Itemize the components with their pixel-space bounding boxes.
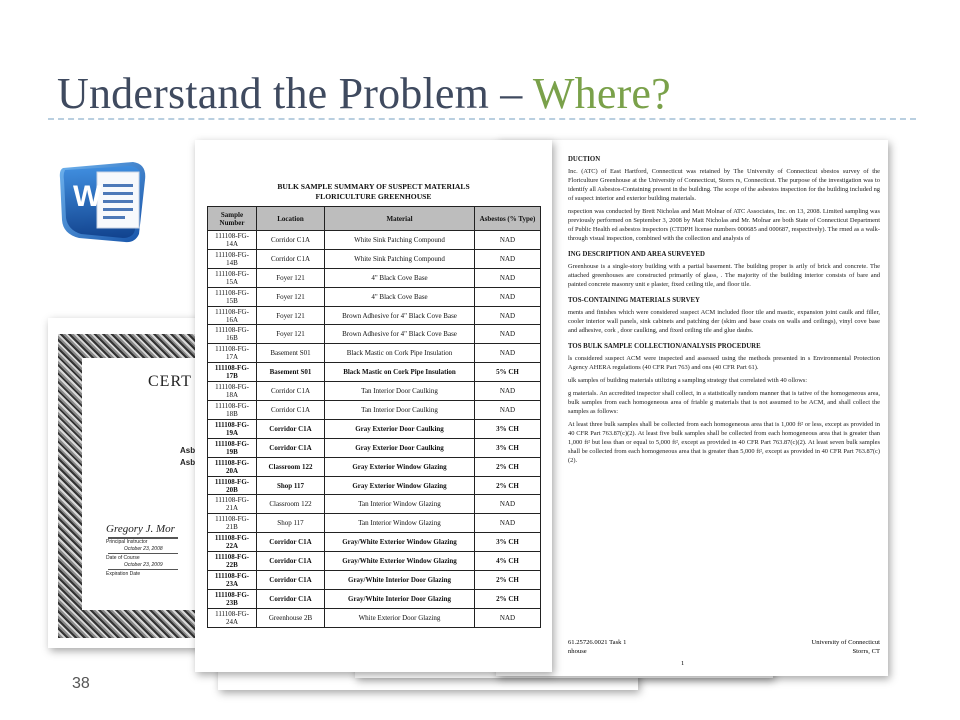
cell-asbestos: NAD: [475, 401, 541, 420]
bulk-sample-table: [207, 206, 541, 628]
certificate-signature: Gregory J. Mor: [106, 523, 175, 535]
footer-building: nhouse: [568, 648, 587, 655]
cell-material: Gray/White Exterior Window Glazing: [325, 533, 475, 552]
cell-location: Shop 117: [257, 514, 325, 533]
cell-location: Classroom 122: [257, 495, 325, 514]
report-paragraph: At least three bulk samples shall be collected from each homogeneous area that is 1,000 ft² or less, except as provided in 40 CFR Part 763.87(c)(2). At least five bulk samples shall be collected from each homogeneous area that is greater than 1,000 ft² but less than or equal to 5,000 ft², except as provided in 40 CFR Part 763.87(c)(2). At least seven bulk samples shall be collected from each homogeneous area that is greater than 5,000 ft², except as provided in 40 CFR Part 763.87(c)(2).: [568, 421, 880, 464]
cell-asbestos: 3% CH: [475, 438, 541, 457]
cell-asbestos: NAD: [475, 344, 541, 363]
cell-asbestos: 2% CH: [475, 457, 541, 476]
slide-title: [57, 68, 671, 119]
cell-material: Black Mastic on Cork Pipe Insulation: [325, 344, 475, 363]
table-row: [208, 476, 541, 495]
cell-material: Gray Exterior Window Glazing: [325, 476, 475, 495]
cell-asbestos: NAD: [475, 495, 541, 514]
cell-location: Corridor C1A: [257, 231, 325, 250]
cell-sample-number: 111108-FG-19A: [208, 419, 257, 438]
report-paragraph: ments and finishes which were considered suspect ACM included floor tile and mastic, expansion joint caulk and filler, cooler interior wall panels, sink cabinets and patching der (skim and base coats on walls and ceilings), vinyl cove base and adhesive, cork , door caulking, and fixed ceiling tile and glue daubs.: [568, 309, 880, 334]
title-main: Understand the Problem –: [57, 69, 533, 118]
cell-asbestos: NAD: [475, 231, 541, 250]
cell-material: Tan Interior Door Caulking: [325, 401, 475, 420]
cell-sample-number: 111108-FG-22A: [208, 533, 257, 552]
course-date-line: [108, 553, 178, 554]
table-row: [208, 571, 541, 590]
cell-sample-number: 111108-FG-21A: [208, 495, 257, 514]
cell-sample-number: 111108-FG-15A: [208, 268, 257, 287]
cell-asbestos: 5% CH: [475, 363, 541, 382]
table-row: [208, 608, 541, 627]
cell-sample-number: 111108-FG-24A: [208, 608, 257, 627]
footer-location: Storrs, CT: [852, 648, 880, 655]
table-row: [208, 306, 541, 325]
cell-material: Gray Exterior Window Glazing: [325, 457, 475, 476]
cell-sample-number: 111108-FG-17A: [208, 344, 257, 363]
cell-location: Corridor C1A: [257, 533, 325, 552]
cell-asbestos: 3% CH: [475, 533, 541, 552]
cell-material: Gray/White Exterior Window Glazing: [325, 552, 475, 571]
expiration-date-line: [108, 569, 178, 570]
report-content: [496, 140, 888, 676]
cell-material: Brown Adhesive for 4" Black Cove Base: [325, 306, 475, 325]
cell-sample-number: 111108-FG-14B: [208, 249, 257, 268]
expiration-date: October 23, 2009: [124, 562, 163, 568]
cell-material: Tan Interior Door Caulking: [325, 382, 475, 401]
table-document-title: [195, 182, 552, 202]
cell-material: Tan Interior Window Glazing: [325, 514, 475, 533]
title-divider: [48, 118, 916, 120]
cell-asbestos: 2% CH: [475, 476, 541, 495]
report-page-number: 1: [681, 660, 685, 667]
report-paragraph: Inc. (ATC) of East Hartford, Connecticut was retained by The University of Connecticut sbestos survey of the Floriculture Greenhouse at the University of Connecticut, Storrs rs, Connecticut. The purpose of the investigation was to identify all Asbestos-Containing present in the building. The scope of the asbestos inspection for the building included ng of suspect interior and exterior building materials.: [568, 168, 880, 202]
report-document: [496, 140, 888, 676]
table-title-line-1: BULK SAMPLE SUMMARY OF SUSPECT MATERIALS: [277, 182, 470, 191]
cell-material: White Sink Patching Compound: [325, 249, 475, 268]
section-heading: TOS-CONTAINING MATERIALS SURVEY: [568, 297, 700, 304]
column-header-asbestos: Asbestos (% Type): [475, 207, 541, 231]
cell-sample-number: 111108-FG-20A: [208, 457, 257, 476]
cell-location: Foyer 121: [257, 268, 325, 287]
title-accent: Where?: [532, 69, 671, 118]
certificate-line-1: Asb: [180, 446, 196, 455]
course-date: October 23, 2008: [124, 546, 163, 552]
cell-asbestos: NAD: [475, 287, 541, 306]
table-title-line-2: FLORICULTURE GREENHOUSE: [315, 192, 432, 201]
cell-sample-number: 111108-FG-22B: [208, 552, 257, 571]
report-paragraph: nspection was conducted by Brett Nicholas and Matt Molnar of ATC Associates, Inc. on 13, 2008. Limited sampling was previously performed on September 3, 2008 by Matt Nicholas and Mr. Molnar are both State of Connecticut Department of Public Health ed asbestos inspectors (CTDPH license numbers 000685 and 000687, respectively). The rmed as a walk-through visual inspection, combined with the collection and analysis of: [568, 208, 880, 242]
cell-location: Corridor C1A: [257, 571, 325, 590]
report-paragraph: ulk samples of building materials utilizing a sampling strategy that correlated with 40 ollows:: [568, 377, 808, 384]
cell-material: Gray Exterior Door Caulking: [325, 438, 475, 457]
cell-location: Corridor C1A: [257, 438, 325, 457]
cell-sample-number: 111108-FG-16A: [208, 306, 257, 325]
cell-sample-number: 111108-FG-23A: [208, 571, 257, 590]
word-document-icon: [55, 150, 155, 245]
cell-sample-number: 111108-FG-16B: [208, 325, 257, 344]
cell-location: Corridor C1A: [257, 401, 325, 420]
report-footer: [568, 638, 880, 656]
footer-client: University of Connecticut: [811, 639, 880, 646]
table-row: [208, 287, 541, 306]
table-row: [208, 249, 541, 268]
cell-asbestos: NAD: [475, 608, 541, 627]
cell-location: Foyer 121: [257, 325, 325, 344]
cell-sample-number: 111108-FG-19B: [208, 438, 257, 457]
cell-material: Gray Exterior Door Caulking: [325, 419, 475, 438]
cell-location: Corridor C1A: [257, 552, 325, 571]
cell-location: Greenhouse 2B: [257, 608, 325, 627]
table-row: [208, 552, 541, 571]
cell-asbestos: NAD: [475, 306, 541, 325]
cell-material: 4" Black Cove Base: [325, 287, 475, 306]
table-row: [208, 363, 541, 382]
cell-location: Corridor C1A: [257, 589, 325, 608]
cell-sample-number: 111108-FG-14A: [208, 231, 257, 250]
cell-location: Corridor C1A: [257, 382, 325, 401]
cell-material: Gray/White Interior Door Glazing: [325, 589, 475, 608]
cell-location: Shop 117: [257, 476, 325, 495]
cell-location: Corridor C1A: [257, 249, 325, 268]
table-row: [208, 438, 541, 457]
slide-number: 38: [72, 675, 90, 692]
cell-material: Tan Interior Window Glazing: [325, 495, 475, 514]
cell-sample-number: 111108-FG-17B: [208, 363, 257, 382]
cell-sample-number: 111108-FG-18B: [208, 401, 257, 420]
column-header-sample-number: Sample Number: [208, 207, 257, 231]
cell-asbestos: NAD: [475, 268, 541, 287]
section-heading: TOS BULK SAMPLE COLLECTION/ANALYSIS PROCEDURE: [568, 343, 761, 350]
expiration-date-label: Expiration Date: [106, 571, 141, 577]
table-row: [208, 401, 541, 420]
table-row: [208, 382, 541, 401]
report-paragraph: g materials. An accredited inspector shall collect, in a statistically random manner that is tative of the homogeneous area, bulk samples from each homogeneous area of friable g materials that is not assumed to be ACM, and shall collect the samples as follows:: [568, 390, 880, 415]
cell-asbestos: 4% CH: [475, 552, 541, 571]
table-row: [208, 589, 541, 608]
certificate-line-2: Asb: [180, 458, 196, 467]
table-row: [208, 533, 541, 552]
cell-asbestos: 2% CH: [475, 571, 541, 590]
cell-location: Corridor C1A: [257, 419, 325, 438]
cell-sample-number: 111108-FG-21B: [208, 514, 257, 533]
table-row: [208, 419, 541, 438]
table-header-row: [208, 207, 541, 231]
cell-material: Black Mastic on Cork Pipe Insulation: [325, 363, 475, 382]
cell-sample-number: 111108-FG-20B: [208, 476, 257, 495]
cell-sample-number: 111108-FG-23B: [208, 589, 257, 608]
cell-material: Gray/White Interior Door Glazing: [325, 571, 475, 590]
table-row: [208, 268, 541, 287]
cell-material: White Sink Patching Compound: [325, 231, 475, 250]
signature-label: Principal Instructor: [106, 539, 148, 545]
cell-sample-number: 111108-FG-18A: [208, 382, 257, 401]
cell-material: White Exterior Door Glazing: [325, 608, 475, 627]
table-row: [208, 231, 541, 250]
report-paragraph: Greenhouse is a single-story building with a partial basement. The building proper is arily of brick and concrete. The attached greenhouses are constructed primarily of glass, . The majority of the building interior consists of bare and painted concrete masonry unit e plaster, fixed ceiling tile, and floor tile.: [568, 263, 880, 288]
table-row: [208, 495, 541, 514]
course-date-label: Date of Course: [106, 555, 140, 561]
cell-material: 4" Black Cove Base: [325, 268, 475, 287]
cell-asbestos: NAD: [475, 249, 541, 268]
cell-location: Foyer 121: [257, 306, 325, 325]
cell-asbestos: NAD: [475, 325, 541, 344]
cell-asbestos: 3% CH: [475, 419, 541, 438]
table-row: [208, 514, 541, 533]
report-paragraph: ls considered suspect ACM were inspected and assessed using the methods presented in s Environmental Protection Agency AHERA regulations (40 CFR Part 763) and ons (40 CFR Part 61).: [568, 355, 880, 371]
cell-location: Basement S01: [257, 344, 325, 363]
table-row: [208, 344, 541, 363]
column-header-location: Location: [257, 207, 325, 231]
table-row: [208, 457, 541, 476]
section-heading: DUCTION: [568, 156, 601, 163]
section-heading: ING DESCRIPTION AND AREA SURVEYED: [568, 251, 705, 258]
cell-material: Brown Adhesive for 4" Black Cove Base: [325, 325, 475, 344]
cell-location: Classroom 122: [257, 457, 325, 476]
column-header-material: Material: [325, 207, 475, 231]
cell-location: Foyer 121: [257, 287, 325, 306]
table-body: [208, 231, 541, 628]
cell-asbestos: 2% CH: [475, 589, 541, 608]
table-row: [208, 325, 541, 344]
footer-project: 61.25726.0021 Task 1: [568, 639, 627, 646]
cell-location: Basement S01: [257, 363, 325, 382]
cell-asbestos: NAD: [475, 382, 541, 401]
cell-asbestos: NAD: [475, 514, 541, 533]
cell-sample-number: 111108-FG-15B: [208, 287, 257, 306]
certificate-title: CERT: [148, 373, 192, 390]
svg-text:W: W: [73, 180, 102, 213]
bulk-sample-document: [195, 140, 552, 672]
